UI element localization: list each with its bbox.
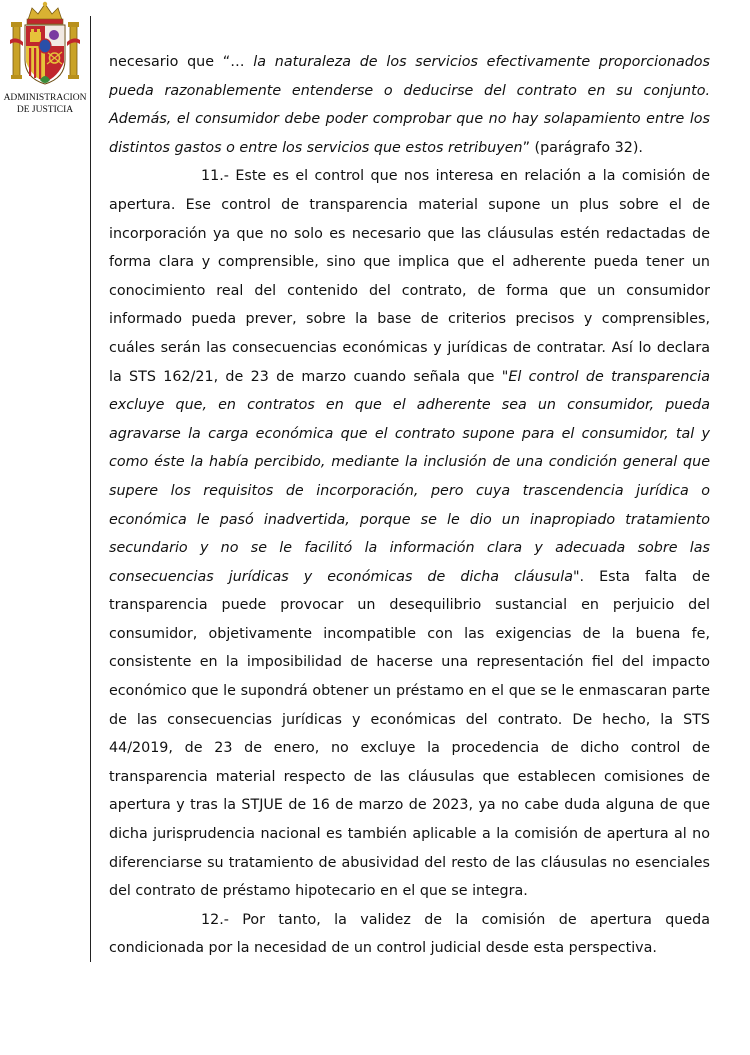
paragraph-12: [109, 906, 710, 963]
margin-divider-line: [90, 16, 91, 962]
org-name-line2: DE JUSTICIA: [16, 105, 74, 115]
quoted-text: El control de transparencia excluye que, en contratos en que el adherente sea un consumidor, pueda agravarse la carga económica que el contrato supone para el consumidor, tal y como éste la había percibido, mediante la inclusión de una condición general que supere los requisitos de incorporación, pero cuya trascendencia jurídica o económica le pasó inadvertida, porque se le dio un inapropiado tratamiento secundario y no se le facilitó la información clara y adecuada sobre las consecuencias jurídicas y económicas de dicha cláusula: [109, 368, 710, 585]
org-name-line1: ADMINISTRACION: [3, 93, 87, 103]
paragraph-text: necesario que “…: [109, 54, 254, 70]
paragraph-continuation: [109, 48, 710, 162]
paragraph-text: 12.- Por tanto, la validez de la comisión de apertura queda condicionada por la necesidad de un control judicial desde esta perspectiva.: [109, 911, 710, 957]
paragraph-text: 11.- Este es el control que nos interesa en relación a la comisión de apertura. Ese control de transparencia material supone un plus sobre el de incorporación ya que no solo es necesario que las cláusulas estén redactadas de forma clara y comprensible, sino que implica que el adherente pueda tener un conocimiento real del contenido del contrato, de forma que un consumidor informado pueda prever, sobre la base de criterios precisos y comprensibles, cuáles serán las consecuencias económicas y jurídicas de contratar. Así lo declara la STS 162/21, de 23 de marzo cuando señala que ": [109, 168, 710, 385]
header-emblem: [2, 0, 88, 122]
paragraph-text: ". Esta falta de transparencia puede provocar un desequilibrio sustancial en perjuicio del consumidor, objetivamente incompatible con las exigencias de la buena fe, consistente en la imposibilidad de hacerse una representación fiel del impacto económico que le supondrá obtener un préstamo en el que se le enmascaran parte de las consecuencias jurídicas y económicas del contrato. De hecho, la STS 44/2019, de 23 de enero, no excluye la procedencia de dicho control de transparencia material respecto de las cláusulas que establecen comisiones de apertura y tras la STJUE de 16 de marzo de 2023, ya no cabe duda alguna de que dicha jurisprudencia nacional es también aplicable a la comisión de apertura al no diferenciarse su tratamiento de abusividad del resto de las cláusulas no esenciales del contrato de préstamo hipotecario en el que se integra.: [109, 568, 710, 900]
paragraph-text: ” (parágrafo 32).: [522, 139, 643, 156]
spanish-coat-of-arms-icon: [10, 0, 80, 92]
document-body: [109, 48, 710, 963]
paragraph-11: [109, 162, 710, 905]
quoted-text: la naturaleza de los servicios efectivamente proporcionados pueda razonablemente entenderse o deducirse del contrato en su conjunto. Además, el consumidor debe poder comprobar que no hay solapamiento entre los distintos gastos o entre los servicios que estos retribuyen: [109, 54, 710, 156]
